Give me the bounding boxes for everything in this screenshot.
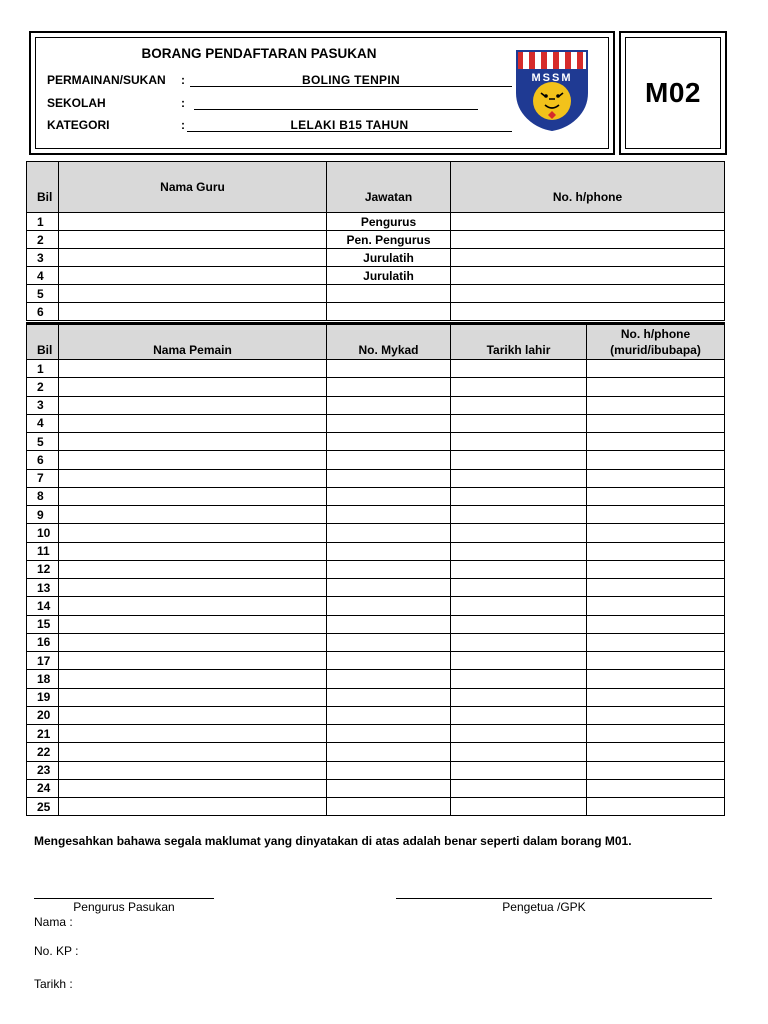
table-row: 22 [27,743,725,761]
table-row: 5 [27,433,725,451]
table-row: 20 [27,706,725,724]
table-row: 2 Pen. Pengurus [27,231,725,249]
signature-line-pengetua[interactable] [396,898,712,899]
mssm-logo-icon [515,49,589,131]
footer-tarikh: Tarikh : [34,977,73,991]
footer-nama: Nama : [34,915,73,929]
table-row: 25 [27,798,725,816]
table-row: 5 [27,285,725,303]
signature-label-pengetua: Pengetua /GPK [502,900,586,914]
table-row: 7 [27,469,725,487]
pemain-header-nama: Nama Pemain [59,324,327,360]
table-row: 3 [27,396,725,414]
pemain-header-tarikh: Tarikh lahir [451,324,587,360]
table-row: 12 [27,560,725,578]
pemain-table [26,322,725,816]
table-row: 6 [27,451,725,469]
form-title: BORANG PENDAFTARAN PASUKAN [141,46,377,61]
table-row: 10 [27,524,725,542]
table-row: 19 [27,688,725,706]
form-code: M02 [645,77,701,108]
table-row: 23 [27,761,725,779]
table-row: 17 [27,652,725,670]
table-row: 13 [27,579,725,597]
table-row: 18 [27,670,725,688]
mssm-logo-text: MSSM [531,72,573,84]
table-row: 6 [27,303,725,321]
table-row: 4 [27,414,725,432]
table-row: 16 [27,633,725,651]
table-row: 1 [27,360,725,378]
guru-header-bil: Bil [27,162,59,213]
guru-table [26,161,725,321]
pemain-header-bil: Bil [27,324,59,360]
table-row: 3 Jurulatih [27,249,725,267]
field-kategori-value[interactable]: LELAKI B15 TAHUN [290,118,409,132]
table-row: 4 Jurulatih [27,267,725,285]
guru-header-jawatan: Jawatan [327,162,451,213]
table-row: 1 Pengurus [27,213,725,231]
signature-line-pengurus[interactable] [34,898,214,899]
table-row: 9 [27,506,725,524]
declaration-statement: Mengesahkan bahawa segala maklumat yang dinyatakan di atas adalah benar seperti dalam borang M01. [34,834,632,848]
table-row: 2 [27,378,725,396]
guru-header-nama: Nama Guru [59,162,327,213]
table-row: 14 [27,597,725,615]
field-sekolah-line [194,109,478,110]
table-row: 24 [27,779,725,797]
field-permainan-value[interactable]: BOLING TENPIN [302,73,400,87]
footer-kp: No. KP : [34,944,79,958]
signature-label-pengurus: Pengurus Pasukan [73,900,175,914]
table-row: 15 [27,615,725,633]
form-code-box [619,31,727,155]
guru-header-phone: No. h/phone [451,162,725,213]
table-row: 8 [27,487,725,505]
table-row: 21 [27,725,725,743]
pemain-header-phone: No. h/phone (murid/ibubapa) [587,324,725,360]
pemain-header-mykad: No. Mykad [327,324,451,360]
table-row: 11 [27,542,725,560]
